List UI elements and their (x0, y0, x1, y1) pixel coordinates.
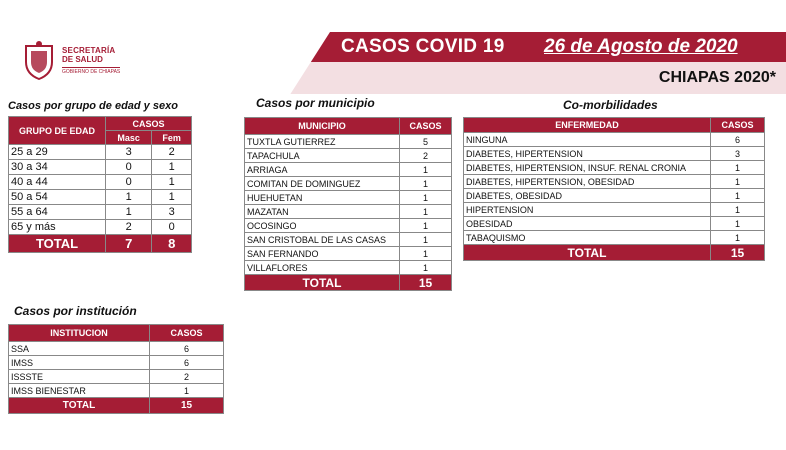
disease-cell: NINGUNA (464, 133, 711, 147)
age-group-cell: 25 a 29 (9, 145, 106, 160)
masc-cell: 1 (106, 190, 152, 205)
age-group-cell: 50 a 54 (9, 190, 106, 205)
cases-cell: 1 (400, 191, 452, 205)
table-row (9, 175, 192, 190)
comorb-section-title: Co-morbilidades (563, 98, 658, 112)
masc-cell: 0 (106, 175, 152, 190)
org-name-line3: GOBIERNO DE CHIAPAS (62, 69, 121, 75)
cases-cell: 1 (400, 205, 452, 219)
cases-cell: 1 (150, 384, 224, 398)
table-row (9, 220, 192, 235)
cases-cell: 1 (711, 175, 765, 189)
institucion-table (8, 324, 224, 414)
municipio-table (244, 117, 452, 291)
state-label: CHIAPAS 2020* (658, 69, 776, 86)
table-row (464, 203, 765, 217)
total-label: TOTAL (245, 275, 400, 291)
table-row (9, 370, 224, 384)
fem-cell: 1 (152, 175, 192, 190)
disease-cell: TABAQUISMO (464, 231, 711, 245)
table-row (464, 189, 765, 203)
col-header-cases: CASOS (400, 118, 452, 135)
disease-cell: DIABETES, HIPERTENSION (464, 147, 711, 161)
page-title: CASOS COVID 19 (341, 36, 505, 57)
cases-cell: 3 (711, 147, 765, 161)
cases-cell: 2 (400, 149, 452, 163)
col-header-cases: CASOS (711, 118, 765, 133)
total-value: 15 (711, 245, 765, 261)
age-group-cell: 65 y más (9, 220, 106, 235)
institution-cell: IMSS BIENESTAR (9, 384, 150, 398)
age-group-cell: 30 a 34 (9, 160, 106, 175)
table-row (9, 160, 192, 175)
cases-cell: 1 (711, 231, 765, 245)
cases-cell: 1 (400, 233, 452, 247)
table-row (245, 261, 452, 275)
municipio-name-cell: OCOSINGO (245, 219, 400, 233)
org-name-line1: SECRETARÍA (62, 46, 116, 55)
table-row (245, 233, 452, 247)
total-value: 15 (150, 398, 224, 414)
col-header-enfermedad: ENFERMEDAD (464, 118, 711, 133)
institution-cell: ISSSTE (9, 370, 150, 384)
masc-cell: 1 (106, 205, 152, 220)
municipio-name-cell: SAN FERNANDO (245, 247, 400, 261)
col-header-cases: CASOS (150, 325, 224, 342)
table-row (245, 135, 452, 149)
cases-cell: 1 (400, 177, 452, 191)
total-row (464, 245, 765, 261)
total-masc: 7 (106, 235, 152, 253)
col-header-institucion: INSTITUCION (9, 325, 150, 342)
table-row (245, 205, 452, 219)
cases-cell: 1 (711, 217, 765, 231)
report-date: 26 de Agosto de 2020 (544, 36, 738, 57)
table-row (9, 384, 224, 398)
age-group-cell: 55 a 64 (9, 205, 106, 220)
org-logo (22, 40, 182, 86)
col-header-municipio: MUNICIPIO (245, 118, 400, 135)
total-row (245, 275, 452, 291)
cases-cell: 6 (150, 342, 224, 356)
table-row (464, 217, 765, 231)
age-group-cell: 40 a 44 (9, 175, 106, 190)
table-row (9, 145, 192, 160)
table-row (464, 133, 765, 147)
municipio-name-cell: HUEHUETAN (245, 191, 400, 205)
total-label: TOTAL (464, 245, 711, 261)
table-row (9, 356, 224, 370)
cases-cell: 1 (400, 247, 452, 261)
age-sex-section-title: Casos por grupo de edad y sexo (8, 100, 178, 112)
disease-cell: DIABETES, HIPERTENSION, INSUF. RENAL CRONIA (464, 161, 711, 175)
institucion-section-title: Casos por institución (14, 304, 137, 318)
table-row (245, 177, 452, 191)
cases-cell: 6 (150, 356, 224, 370)
fem-cell: 2 (152, 145, 192, 160)
municipio-section-title: Casos por municipio (256, 96, 375, 110)
org-name-line2: DE SALUD (62, 55, 103, 64)
total-label: TOTAL (9, 235, 106, 253)
total-value: 15 (400, 275, 452, 291)
masc-cell: 0 (106, 160, 152, 175)
cases-cell: 1 (711, 203, 765, 217)
disease-cell: DIABETES, HIPERTENSION, OBESIDAD (464, 175, 711, 189)
institution-cell: SSA (9, 342, 150, 356)
table-row (245, 247, 452, 261)
total-label: TOTAL (9, 398, 150, 414)
municipio-name-cell: COMITAN DE DOMINGUEZ (245, 177, 400, 191)
cases-cell: 6 (711, 133, 765, 147)
municipio-name-cell: VILLAFLORES (245, 261, 400, 275)
table-row (464, 175, 765, 189)
col-header-group: GRUPO DE EDAD (9, 117, 106, 145)
total-row (9, 235, 192, 253)
cases-cell: 1 (711, 161, 765, 175)
cases-cell: 2 (150, 370, 224, 384)
municipio-name-cell: SAN CRISTOBAL DE LAS CASAS (245, 233, 400, 247)
col-header-fem: Fem (152, 131, 192, 145)
table-row (9, 205, 192, 220)
col-header-masc: Masc (106, 131, 152, 145)
municipio-name-cell: TUXTLA GUTIERREZ (245, 135, 400, 149)
municipio-name-cell: TAPACHULA (245, 149, 400, 163)
cases-cell: 1 (400, 163, 452, 177)
col-header-cases: CASOS (106, 117, 192, 131)
masc-cell: 3 (106, 145, 152, 160)
masc-cell: 2 (106, 220, 152, 235)
cases-cell: 1 (400, 219, 452, 233)
table-row (245, 149, 452, 163)
table-row (245, 219, 452, 233)
total-fem: 8 (152, 235, 192, 253)
disease-cell: DIABETES, OBESIDAD (464, 189, 711, 203)
cases-cell: 5 (400, 135, 452, 149)
header-banner (0, 32, 786, 94)
cases-cell: 1 (400, 261, 452, 275)
table-row (245, 191, 452, 205)
municipio-name-cell: ARRIAGA (245, 163, 400, 177)
age-sex-table (8, 116, 192, 253)
table-row (9, 190, 192, 205)
municipio-name-cell: MAZATAN (245, 205, 400, 219)
fem-cell: 1 (152, 190, 192, 205)
fem-cell: 3 (152, 205, 192, 220)
comorb-table (463, 117, 765, 261)
cases-cell: 1 (711, 189, 765, 203)
fem-cell: 1 (152, 160, 192, 175)
table-row (464, 231, 765, 245)
disease-cell: HIPERTENSION (464, 203, 711, 217)
coat-of-arms-icon (22, 40, 56, 80)
institution-cell: IMSS (9, 356, 150, 370)
fem-cell: 0 (152, 220, 192, 235)
disease-cell: OBESIDAD (464, 217, 711, 231)
table-row (464, 147, 765, 161)
table-row (9, 342, 224, 356)
total-row (9, 398, 224, 414)
table-row (245, 163, 452, 177)
table-row (464, 161, 765, 175)
